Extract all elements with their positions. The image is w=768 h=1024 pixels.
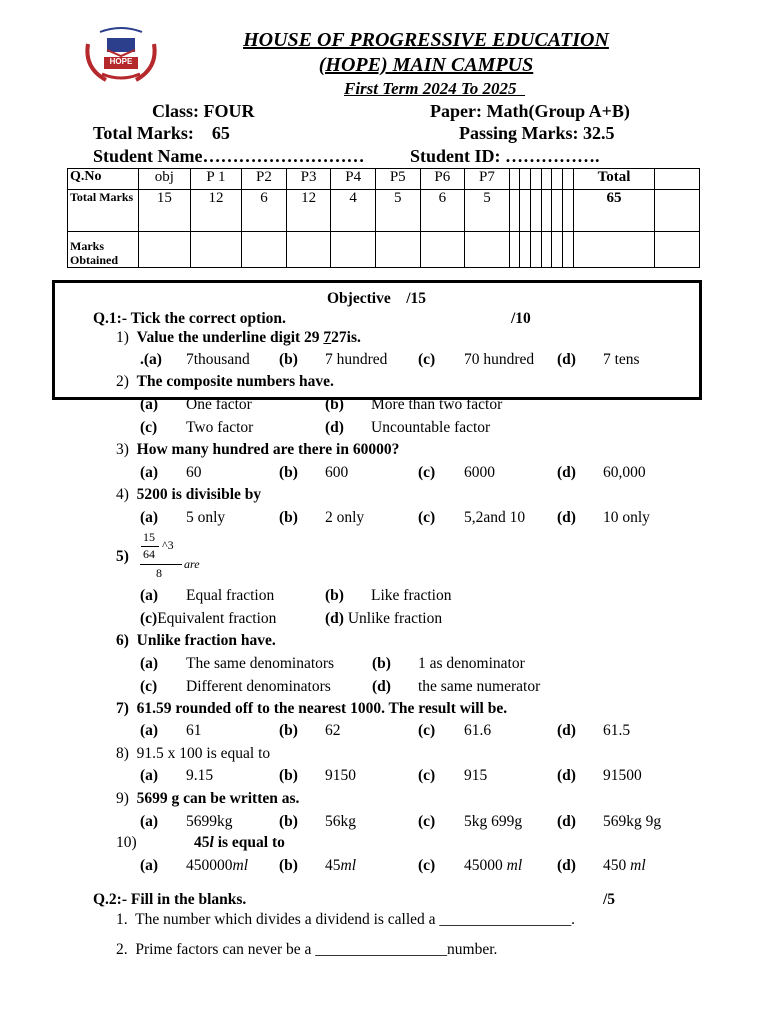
- mcq-stem-pre: Value the underline digit 29: [136, 329, 324, 346]
- mcq-number: 9): [116, 790, 129, 807]
- mcq-1-label-b[interactable]: (b): [279, 351, 298, 368]
- mcq-4-stem: [116, 486, 261, 504]
- marks-table: [67, 168, 700, 268]
- mcq-stem-pre: 45: [194, 834, 210, 851]
- mcq-stem: The composite numbers have.: [136, 373, 334, 390]
- mcq-2-option-d[interactable]: Uncountable factor: [371, 419, 491, 436]
- mcq-5-label-c: (c): [140, 610, 158, 627]
- total-cell: [563, 190, 574, 232]
- blank-text: The number which divides a dividend is called a _________________.: [135, 911, 576, 928]
- obtained-cell[interactable]: [541, 232, 552, 268]
- total-col-header: Total: [574, 169, 655, 190]
- q2-title: Q.2:- Fill in the blanks.: [93, 891, 247, 908]
- mcq-7-option-c[interactable]: 61.6: [464, 722, 492, 739]
- mcq-4-option-c[interactable]: 5,2and 10: [464, 509, 526, 526]
- mcq-10-option-d[interactable]: [603, 857, 646, 875]
- mcq-number: 5): [116, 548, 129, 565]
- q2-marks: /5: [603, 891, 616, 908]
- obtained-cell[interactable]: [286, 232, 331, 268]
- mcq-8-label-b[interactable]: (b): [279, 767, 298, 784]
- mcq-9-label-d[interactable]: (d): [557, 813, 576, 830]
- option-c-num: 45000: [464, 857, 507, 874]
- mcq-1-option-a[interactable]: 7thousand: [186, 351, 250, 368]
- mcq-7-option-d[interactable]: 61.5: [603, 722, 631, 739]
- mcq-4-option-d[interactable]: 10 only: [603, 509, 650, 526]
- mcq-6-label-d[interactable]: (d): [372, 678, 391, 695]
- mcq-5-option-b[interactable]: Like fraction: [371, 587, 452, 604]
- mcq-number: 2): [116, 373, 129, 390]
- qno-label: Q.No: [68, 169, 139, 190]
- mcq-number: 8): [116, 745, 129, 762]
- mcq-8-label-c[interactable]: (c): [418, 767, 436, 784]
- student-name: Student Name………………………: [93, 146, 365, 166]
- student-id: Student ID: …………….: [410, 146, 600, 166]
- marks-table-total-row: [68, 190, 700, 232]
- total-marks-row-label: Total Marks: [68, 190, 139, 232]
- mcq-3-option-b[interactable]: 600: [325, 464, 349, 481]
- mcq-stem-post: 27is.: [331, 329, 361, 346]
- mcq-1-stem: [116, 329, 361, 347]
- mcq-9-option-b[interactable]: 56kg: [325, 813, 356, 830]
- q1-marks: /10: [511, 310, 531, 327]
- mcq-7-label-b[interactable]: (b): [279, 722, 298, 739]
- mcq-8-label-a[interactable]: (a): [140, 767, 159, 784]
- mcq-9-option-c[interactable]: 5kg 699g: [464, 813, 523, 830]
- fraction-tail: are: [184, 557, 200, 571]
- obtained-cell[interactable]: [375, 232, 420, 268]
- mcq-1-option-c[interactable]: 70 hundred: [464, 351, 535, 368]
- total-cell: [552, 190, 563, 232]
- col-header: [541, 169, 552, 190]
- mcq-2-label-b[interactable]: (b): [325, 396, 344, 413]
- mcq-2-stem: [116, 373, 334, 391]
- mcq-10-label-d[interactable]: (d): [557, 857, 576, 874]
- col-header: P4: [331, 169, 376, 190]
- obtained-cell[interactable]: [520, 232, 531, 268]
- mcq-5-option-d-text: Unlike fraction: [347, 610, 443, 627]
- col-header: P7: [465, 169, 510, 190]
- mcq-7-label-a[interactable]: (a): [140, 722, 159, 739]
- objective-heading-text: Objective: [327, 290, 391, 307]
- obtained-cell[interactable]: [190, 232, 241, 268]
- mcq-3-label-b[interactable]: (b): [279, 464, 298, 481]
- mcq-number: 10): [116, 834, 137, 851]
- mcq-9-label-b[interactable]: (b): [279, 813, 298, 830]
- mcq-2-option-c[interactable]: Two factor: [186, 419, 254, 436]
- mcq-3-option-d[interactable]: 60,000: [603, 464, 646, 481]
- mcq-stem-post: is equal to: [213, 834, 285, 851]
- mcq-4-label-d[interactable]: (d): [557, 509, 576, 526]
- mcq-8-label-d[interactable]: (d): [557, 767, 576, 784]
- mcq-number: 4): [116, 486, 129, 503]
- mcq-4-label-b[interactable]: (b): [279, 509, 298, 526]
- mcq-6-option-a[interactable]: The same denominators: [186, 655, 335, 672]
- mcq-10-label-b[interactable]: (b): [279, 857, 298, 874]
- col-header: P5: [375, 169, 420, 190]
- col-header: P 1: [190, 169, 241, 190]
- mcq-10-option-c[interactable]: [464, 857, 522, 875]
- option-c-unit: ml: [506, 857, 523, 874]
- mcq-6-label-b[interactable]: (b): [372, 655, 391, 672]
- total-cell: [520, 190, 531, 232]
- obtained-cell[interactable]: [465, 232, 510, 268]
- total-cell: 12: [190, 190, 241, 232]
- total-marks-label: Total Marks:: [93, 123, 194, 143]
- mcq-4-option-b[interactable]: 2 only: [325, 509, 365, 526]
- total-cell: [509, 190, 520, 232]
- option-a-unit: ml: [232, 857, 248, 874]
- mcq-1-label-d[interactable]: (d): [557, 351, 576, 368]
- mcq-8-option-c[interactable]: 915: [464, 767, 488, 784]
- blank-number: 1.: [116, 911, 128, 928]
- total-cell: 4: [331, 190, 376, 232]
- obtained-cell[interactable]: [563, 232, 574, 268]
- col-header: [509, 169, 520, 190]
- mcq-stem: 61.59 rounded off to the nearest 1000. The result will be.: [136, 700, 508, 717]
- q1-title: Q.1:- Tick the correct option.: [93, 310, 286, 327]
- total-cell: 15: [139, 190, 191, 232]
- mcq-7-stem: [116, 700, 507, 718]
- mcq-2-label-d[interactable]: (d): [325, 419, 344, 436]
- mcq-7-label-c[interactable]: (c): [418, 722, 436, 739]
- mcq-9-label-a[interactable]: (a): [140, 813, 159, 830]
- mcq-1-option-b[interactable]: 7 hundred: [325, 351, 388, 368]
- blank-text: Prime factors can never be a _________________number.: [135, 941, 498, 958]
- col-header: obj: [139, 169, 191, 190]
- mcq-9-label-c[interactable]: (c): [418, 813, 436, 830]
- mcq-2-label-c[interactable]: (c): [140, 419, 158, 436]
- mcq-8-option-a[interactable]: 9.15: [186, 767, 214, 784]
- blank-1: [116, 911, 575, 929]
- obtained-cell[interactable]: [655, 232, 700, 268]
- mcq-10-stem: [194, 834, 285, 852]
- campus-title: (HOPE) MAIN CAMPUS: [318, 54, 534, 76]
- mcq-7-option-b[interactable]: 62: [325, 722, 341, 739]
- mcq-6-option-d[interactable]: the same numerator: [418, 678, 541, 695]
- mcq-6-option-b[interactable]: 1 as denominator: [418, 655, 525, 672]
- mcq-5-option-d[interactable]: [325, 610, 442, 628]
- objective-heading: [327, 290, 426, 308]
- mcq-number: 6): [116, 632, 129, 649]
- mcq-1-option-d[interactable]: 7 tens: [603, 351, 640, 368]
- mcq-number: 3): [116, 441, 129, 458]
- mcq-stem-underlined: 7: [323, 329, 332, 346]
- mcq-stem: 5699 g can be written as.: [136, 790, 300, 807]
- mcq-6-label-a[interactable]: (a): [140, 655, 159, 672]
- mcq-9-option-a[interactable]: 5699kg: [186, 813, 233, 830]
- mcq-stem: 5200 is divisible by: [136, 486, 262, 503]
- obtained-cell[interactable]: [509, 232, 520, 268]
- mcq-9-option-d[interactable]: 569kg 9g: [603, 813, 662, 830]
- mcq-5-label-b[interactable]: (b): [325, 587, 344, 604]
- option-d-num: 450: [603, 857, 631, 874]
- mcq-6-stem: [116, 632, 276, 650]
- total-cell: 6: [242, 190, 287, 232]
- mcq-4-option-a[interactable]: 5 only: [186, 509, 226, 526]
- option-a-num: 450000: [186, 857, 233, 874]
- total-marks: [93, 123, 230, 144]
- obtained-cell[interactable]: [331, 232, 376, 268]
- mcq-5-option-c[interactable]: [140, 610, 276, 628]
- col-header: [552, 169, 563, 190]
- marks-table-obtained-row: [68, 232, 700, 268]
- mcq-stem: Unlike fraction have.: [136, 632, 276, 649]
- option-b-num: 45: [325, 857, 341, 874]
- col-header: [655, 169, 700, 190]
- mcq-stem-unit: l: [209, 834, 214, 851]
- blank-number: 2.: [116, 941, 128, 958]
- fraction-op: ^3: [162, 538, 174, 552]
- marks-table-header-row: [68, 169, 700, 190]
- mcq-2-option-b[interactable]: More than two factor: [371, 396, 503, 413]
- obtained-cell[interactable]: [420, 232, 465, 268]
- objective-heading-marks: /15: [406, 290, 427, 307]
- fraction-mid: 64: [143, 547, 155, 561]
- mcq-4-label-a[interactable]: (a): [140, 509, 159, 526]
- mcq-3-option-a[interactable]: 60: [186, 464, 202, 481]
- col-header: [520, 169, 531, 190]
- class-label: Class: FOUR: [152, 101, 255, 121]
- fraction-bar-outer: [140, 564, 182, 565]
- total-cell: [655, 190, 700, 232]
- mcq-2-option-a[interactable]: One factor: [186, 396, 252, 413]
- col-header: [563, 169, 574, 190]
- mcq-stem: 91.5 x 100 is equal to: [136, 745, 271, 762]
- total-cell: 12: [286, 190, 331, 232]
- mcq-7-option-a[interactable]: 61: [186, 722, 202, 739]
- mcq-number: 1): [116, 329, 129, 346]
- mcq-5-label-a[interactable]: (a): [140, 587, 159, 604]
- total-marks-value: 65: [211, 123, 230, 143]
- fraction-top: 15: [143, 530, 155, 544]
- mcq-3-label-c[interactable]: (c): [418, 464, 436, 481]
- mcq-4-label-c[interactable]: (c): [418, 509, 436, 526]
- mcq-3-label-d[interactable]: (d): [557, 464, 576, 481]
- total-cell: [541, 190, 552, 232]
- option-d-unit: ml: [630, 857, 646, 874]
- term-label: [344, 79, 525, 99]
- passing-marks: Passing Marks: 32.5: [459, 123, 615, 143]
- grand-total-cell: 65: [574, 190, 655, 232]
- blank-2: [116, 941, 497, 959]
- mcq-5-option-c-text: Equivalent fraction: [157, 610, 277, 627]
- obtained-cell[interactable]: [242, 232, 287, 268]
- mcq-8-option-b[interactable]: 9150: [325, 767, 356, 784]
- marks-obtained-label: Marks Obtained: [68, 232, 139, 268]
- col-header: P2: [242, 169, 287, 190]
- total-cell: 6: [420, 190, 465, 232]
- mcq-10-label-c[interactable]: (c): [418, 857, 436, 874]
- mcq-5-label-d: (d): [325, 610, 344, 627]
- total-cell: 5: [465, 190, 510, 232]
- option-b-unit: ml: [340, 857, 356, 874]
- mcq-number: 7): [116, 700, 129, 717]
- mcq-5-option-a[interactable]: Equal fraction: [186, 587, 275, 604]
- mcq-3-label-a[interactable]: (a): [140, 464, 159, 481]
- mcq-6-label-c[interactable]: (c): [140, 678, 158, 695]
- total-cell: 5: [375, 190, 420, 232]
- mcq-1-label-a[interactable]: .(a): [140, 351, 162, 368]
- obtained-cell[interactable]: [531, 232, 542, 268]
- mcq-3-option-c[interactable]: 6000: [464, 464, 495, 481]
- school-title: HOUSE OF PROGRESSIVE EDUCATION: [243, 29, 609, 51]
- mcq-10-option-b[interactable]: [325, 857, 356, 875]
- mcq-10-label-a[interactable]: (a): [140, 857, 159, 874]
- mcq-3-stem: [116, 441, 399, 459]
- col-header: P3: [286, 169, 331, 190]
- obtained-cell[interactable]: [139, 232, 191, 268]
- obtained-cell[interactable]: [552, 232, 563, 268]
- mcq-2-label-a[interactable]: (a): [140, 396, 159, 413]
- mcq-1-label-c[interactable]: (c): [418, 351, 436, 368]
- mcq-10-option-a[interactable]: [186, 857, 248, 875]
- total-cell: [531, 190, 542, 232]
- mcq-7-label-d[interactable]: (d): [557, 722, 576, 739]
- mcq-6-option-c[interactable]: Different denominators: [186, 678, 331, 695]
- col-header: [531, 169, 542, 190]
- term-text: First Term 2024 To 2025: [344, 79, 517, 98]
- mcq-9-stem: [116, 790, 299, 808]
- mcq-8-stem: [116, 745, 270, 763]
- logo-text: HOPE: [109, 57, 133, 66]
- paper-label: Paper: Math(Group A+B): [430, 101, 630, 121]
- obtained-cell[interactable]: [574, 232, 655, 268]
- mcq-8-option-d[interactable]: 91500: [603, 767, 642, 784]
- fraction-bottom: 8: [156, 566, 162, 580]
- mcq-stem: How many hundred are there in 60000?: [136, 441, 400, 458]
- col-header: P6: [420, 169, 465, 190]
